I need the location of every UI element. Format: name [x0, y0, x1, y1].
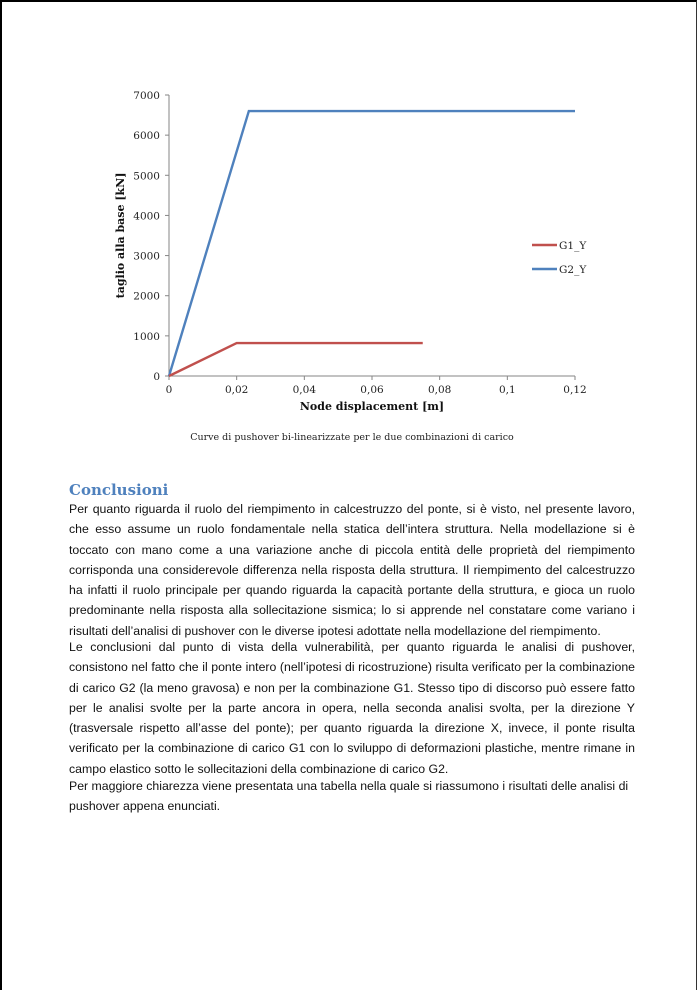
y-tick-label: 2000: [133, 290, 160, 303]
y-axis-label: taglio alla base [kN]: [114, 172, 127, 299]
y-tick-label: 1000: [133, 330, 160, 343]
section-heading: Conclusioni: [69, 481, 169, 499]
x-axis-label: Node displacement [m]: [299, 400, 445, 413]
x-tick-label: 0,12: [563, 384, 587, 396]
y-tick-label: 7000: [133, 90, 160, 102]
x-tick-label: 0: [165, 384, 173, 396]
x-tick-label: 0,1: [498, 384, 516, 396]
y-tick-label: 4000: [133, 210, 160, 223]
x-tick-label: 0,08: [427, 384, 452, 396]
chart-canvas: [102, 82, 622, 422]
figure-caption: Curve di pushover bi-linearizzate per le due combinazioni di carico: [190, 432, 514, 443]
x-tick-label: 0,04: [292, 384, 317, 396]
legend-label: G2_Y: [559, 264, 587, 276]
x-tick-label: 0,02: [224, 384, 249, 396]
y-tick-label: 6000: [133, 130, 160, 143]
paragraph-3: Per maggiore chiarezza viene presentata una tabella nella quale si riassumono i risultati delle analisi di pushover appena enunciati.: [69, 779, 629, 814]
legend-label: G1_Y: [559, 240, 587, 252]
y-tick-label: 5000: [133, 170, 160, 183]
series-line-G1_Y: [169, 343, 423, 376]
paragraph-1: Per quanto riguarda il ruolo del riempimento in calcestruzzo del ponte, si è visto, nel presente lavoro, che esso assume un ruolo fondamentale nella statica dell’intera struttura. Nella modellazione si è toccato con mano come a una variazione anche di piccola entità delle proprietà del riempimento corrisponda una considerevole differenza nella risposta della struttura. Il riempimento del calcestruzzo ha infatti il ruolo principale per quando riguarda la capacità portante della struttura, e gioca un ruolo predominante nella risposta alla sollecitazione sismica; lo si apprende nel constatare come variano i risultati dell’analisi di pushover con le diverse ipotesi adottate nella modellazione del riempimento.: [69, 502, 635, 638]
paragraph-2: Le conclusioni dal punto di vista della vulnerabilità, per quanto riguarda le analisi di pushover, consistono nel fatto che il ponte intero (nell’ipotesi di ricostruzione) risulta verificato per la combinazione di carico G2 (la meno gravosa) e non per la combinazione G1. Stesso tipo di discorso può essere fatto per le analisi svolte per la parte ancora in opera, nella seconda analisi svolta, per la direzione Y (trasversale rispetto all’asse del ponte); per quanto riguarda la direzione X, invece, il ponte risulta verificato per la combinazione di carico G1 con lo sviluppo di deformazioni plastiche, mentre rimane in campo elastico sotto le sollecitazioni della combinazione di carico G2.: [69, 640, 635, 776]
y-tick-label: 0: [153, 371, 160, 383]
series-line-G2_Y: [169, 111, 575, 376]
pushover-chart: [102, 82, 622, 422]
y-tick-label: 3000: [133, 250, 160, 263]
x-tick-label: 0,06: [360, 384, 384, 396]
